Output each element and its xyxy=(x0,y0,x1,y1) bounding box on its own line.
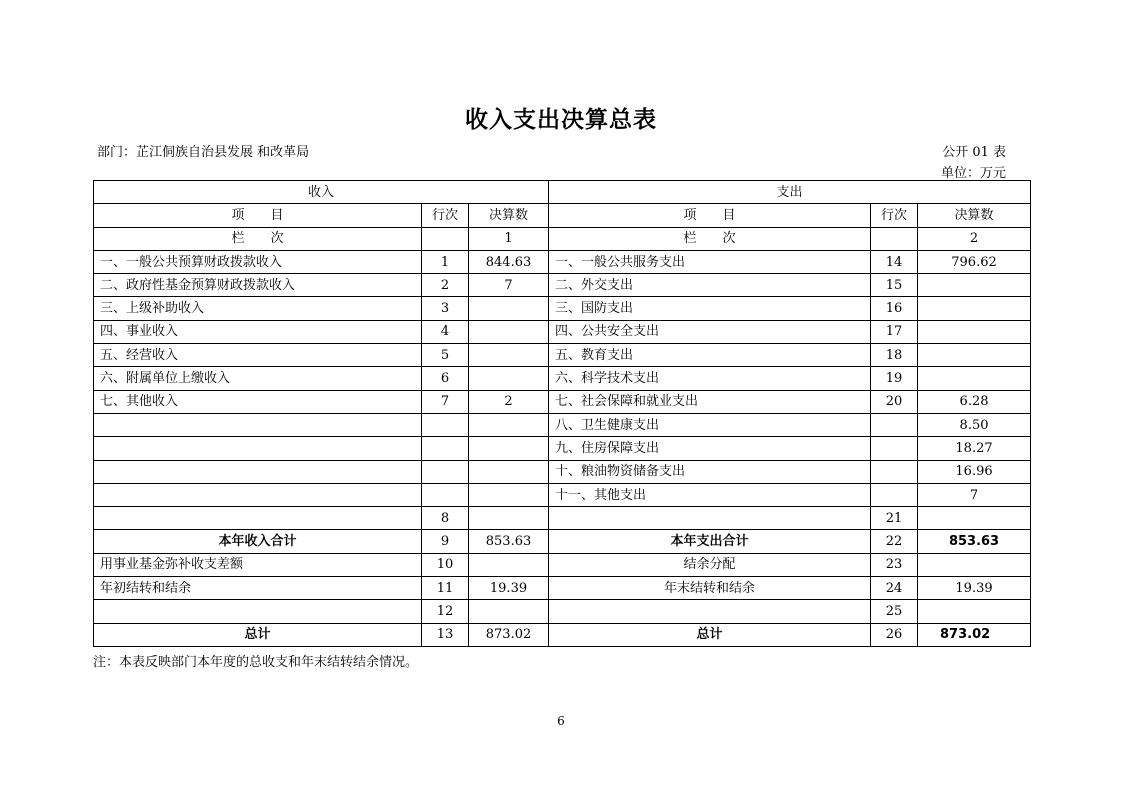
income-amount-cell xyxy=(469,413,549,436)
expense-amount-cell xyxy=(918,297,1031,320)
income-amount-cell xyxy=(469,297,549,320)
expense-item-header: 项 目 xyxy=(549,204,871,227)
expense-rowno-cell: 20 xyxy=(871,390,918,413)
expense-amount-cell xyxy=(918,507,1031,530)
income-item-header: 项 目 xyxy=(94,204,422,227)
blank-row xyxy=(94,600,1031,623)
footnote: 注：本表反映部门本年度的总收支和年末结转结余情况。 xyxy=(93,655,419,670)
table-row xyxy=(94,390,1031,413)
income-item-cell: 六、附属单位上缴收入 xyxy=(94,367,422,390)
expense-amount-cell: 7 xyxy=(918,483,1031,506)
budget-summary-table xyxy=(93,180,1031,647)
expense-grand-total-label: 总计 xyxy=(549,623,871,646)
expense-amount-cell: 18.27 xyxy=(918,437,1031,460)
income-blank-label xyxy=(94,600,422,623)
column-header-row xyxy=(94,204,1031,227)
income-amount-cell xyxy=(469,344,549,367)
income-fund-rowno: 10 xyxy=(422,553,469,576)
expense-item-cell: 六、科学技术支出 xyxy=(549,367,871,390)
income-year-total-label: 本年收入合计 xyxy=(94,530,422,553)
page-number: 6 xyxy=(557,714,565,728)
income-column-index: 1 xyxy=(469,227,549,250)
expense-carryover-label: 年末结转和结余 xyxy=(549,577,871,600)
expense-rowno-cell xyxy=(871,460,918,483)
income-rowno-header: 行次 xyxy=(422,204,469,227)
expense-item-cell: 八、卫生健康支出 xyxy=(549,413,871,436)
income-rowno-cell xyxy=(422,460,469,483)
income-grand-total-amount: 873.02 xyxy=(469,623,549,646)
expense-rowno-cell: 14 xyxy=(871,250,918,273)
table-row xyxy=(94,413,1031,436)
income-rowno-cell xyxy=(422,413,469,436)
expense-distribution-amount xyxy=(918,553,1031,576)
income-year-total-amount: 853.63 xyxy=(469,530,549,553)
expense-amount-cell xyxy=(918,320,1031,343)
form-number: 公开 01 表 xyxy=(942,145,1006,160)
table-row xyxy=(94,297,1031,320)
income-amount-cell xyxy=(469,437,549,460)
expense-item-cell: 四、公共安全支出 xyxy=(549,320,871,343)
income-amount-cell: 844.63 xyxy=(469,250,549,273)
income-grand-total-label: 总计 xyxy=(94,623,422,646)
expense-carryover-amount: 19.39 xyxy=(918,577,1031,600)
expense-item-cell: 九、住房保障支出 xyxy=(549,437,871,460)
expense-rowno-cell: 18 xyxy=(871,344,918,367)
income-item-cell xyxy=(94,483,422,506)
income-carryover-label: 年初结转和结余 xyxy=(94,577,422,600)
expense-rowno-cell: 21 xyxy=(871,507,918,530)
table-row xyxy=(94,320,1031,343)
income-item-cell: 四、事业收入 xyxy=(94,320,422,343)
income-column-label: 栏 次 xyxy=(94,227,422,250)
income-rowno-cell: 8 xyxy=(422,507,469,530)
income-grand-total-rowno: 13 xyxy=(422,623,469,646)
expense-amount-cell: 6.28 xyxy=(918,390,1031,413)
expense-amount-cell xyxy=(918,367,1031,390)
income-item-cell: 五、经营收入 xyxy=(94,344,422,367)
grand-total-row xyxy=(94,623,1031,646)
expense-rowno-cell xyxy=(871,413,918,436)
income-item-cell: 七、其他收入 xyxy=(94,390,422,413)
expense-item-cell: 二、外交支出 xyxy=(549,274,871,297)
expense-year-total-amount: 853.63 xyxy=(918,530,1031,553)
table-row xyxy=(94,437,1031,460)
expense-amount-cell: 8.50 xyxy=(918,413,1031,436)
expense-distribution-label: 结余分配 xyxy=(549,553,871,576)
expense-item-cell: 七、社会保障和就业支出 xyxy=(549,390,871,413)
expense-item-cell: 五、教育支出 xyxy=(549,344,871,367)
table-row xyxy=(94,483,1031,506)
column-index-row xyxy=(94,227,1031,250)
income-carryover-rowno: 11 xyxy=(422,577,469,600)
section-header-row xyxy=(94,181,1031,204)
expense-item-cell: 十、粮油物资储备支出 xyxy=(549,460,871,483)
fund-balance-row xyxy=(94,553,1031,576)
income-rowno-cell: 2 xyxy=(422,274,469,297)
expense-grand-total-rowno: 26 xyxy=(871,623,918,646)
expense-item-cell: 十一、其他支出 xyxy=(549,483,871,506)
income-item-cell xyxy=(94,460,422,483)
income-blank-amount xyxy=(469,600,549,623)
income-item-cell: 一、一般公共预算财政拨款收入 xyxy=(94,250,422,273)
income-fund-label: 用事业基金弥补收支差额 xyxy=(94,553,422,576)
expense-amount-cell: 16.96 xyxy=(918,460,1031,483)
income-rowno-cell: 6 xyxy=(422,367,469,390)
income-rowno-cell xyxy=(422,483,469,506)
expense-amount-cell xyxy=(918,344,1031,367)
income-amount-cell xyxy=(469,507,549,530)
expense-grand-total-amount: 873.02 xyxy=(918,623,1031,646)
expense-rowno-cell xyxy=(871,437,918,460)
income-fund-amount xyxy=(469,553,549,576)
income-amount-header: 决算数 xyxy=(469,204,549,227)
expense-blank-label xyxy=(549,600,871,623)
expense-rowno-cell xyxy=(871,483,918,506)
income-blank-rowno: 12 xyxy=(422,600,469,623)
income-rowno-cell: 1 xyxy=(422,250,469,273)
expense-rowno-header: 行次 xyxy=(871,204,918,227)
table-row xyxy=(94,460,1031,483)
table-row xyxy=(94,344,1031,367)
unit-label: 单位：万元 xyxy=(940,166,1006,181)
expense-column-label: 栏 次 xyxy=(549,227,871,250)
income-item-cell xyxy=(94,437,422,460)
income-amount-cell xyxy=(469,367,549,390)
income-section-header: 收入 xyxy=(94,181,549,204)
table-row xyxy=(94,274,1031,297)
page-title: 收入支出决算总表 xyxy=(465,107,657,133)
expense-rowno-cell: 19 xyxy=(871,367,918,390)
expense-year-total-rowno: 22 xyxy=(871,530,918,553)
expense-blank-rowno: 25 xyxy=(871,600,918,623)
carryover-row xyxy=(94,577,1031,600)
expense-carryover-rowno: 24 xyxy=(871,577,918,600)
income-amount-cell: 7 xyxy=(469,274,549,297)
expense-distribution-rowno: 23 xyxy=(871,553,918,576)
table-row xyxy=(94,250,1031,273)
income-item-cell xyxy=(94,507,422,530)
expense-item-cell: 三、国防支出 xyxy=(549,297,871,320)
income-carryover-amount: 19.39 xyxy=(469,577,549,600)
income-rowno-cell: 4 xyxy=(422,320,469,343)
income-amount-cell xyxy=(469,483,549,506)
expense-item-cell xyxy=(549,507,871,530)
income-rowno-cell: 3 xyxy=(422,297,469,320)
expense-amount-cell: 796.62 xyxy=(918,250,1031,273)
expense-section-header: 支出 xyxy=(549,181,1031,204)
expense-amount-cell xyxy=(918,274,1031,297)
income-rowno-cell xyxy=(422,437,469,460)
year-total-row xyxy=(94,530,1031,553)
income-column-rowno xyxy=(422,227,469,250)
expense-year-total-label: 本年支出合计 xyxy=(549,530,871,553)
income-amount-cell xyxy=(469,460,549,483)
income-item-cell: 二、政府性基金预算财政拨款收入 xyxy=(94,274,422,297)
income-item-cell: 三、上级补助收入 xyxy=(94,297,422,320)
expense-amount-header: 决算数 xyxy=(918,204,1031,227)
income-rowno-cell: 5 xyxy=(422,344,469,367)
income-year-total-rowno: 9 xyxy=(422,530,469,553)
expense-item-cell: 一、一般公共服务支出 xyxy=(549,250,871,273)
expense-rowno-cell: 16 xyxy=(871,297,918,320)
income-amount-cell xyxy=(469,320,549,343)
income-rowno-cell: 7 xyxy=(422,390,469,413)
expense-rowno-cell: 17 xyxy=(871,320,918,343)
expense-rowno-cell: 15 xyxy=(871,274,918,297)
expense-column-index: 2 xyxy=(918,227,1031,250)
expense-blank-amount xyxy=(918,600,1031,623)
department-label: 部门：芷江侗族自治县发展 和改革局 xyxy=(97,145,310,160)
expense-column-rowno xyxy=(871,227,918,250)
income-item-cell xyxy=(94,413,422,436)
income-amount-cell: 2 xyxy=(469,390,549,413)
table-row xyxy=(94,507,1031,530)
table-row xyxy=(94,367,1031,390)
